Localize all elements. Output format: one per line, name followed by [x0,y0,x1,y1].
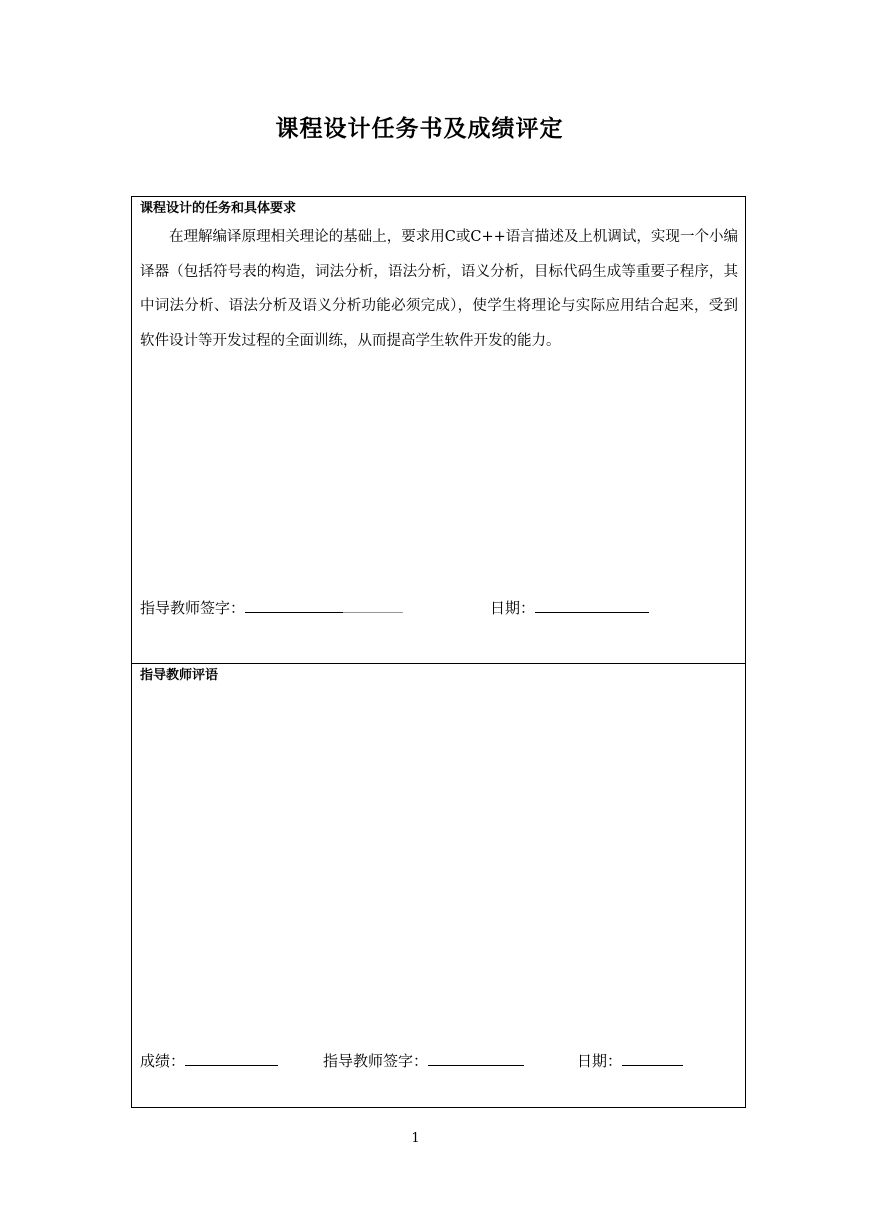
comment-section-heading: 指导教师评语 [140,668,219,683]
grade-row [140,1049,278,1071]
comment-date-blank[interactable] [622,1049,683,1066]
task-date-blank[interactable] [535,596,649,613]
grade-blank[interactable] [185,1049,278,1066]
task-signature-blank-ext [343,596,403,613]
comment-date-label: 日期： [577,1052,623,1070]
comment-signature-row [323,1049,524,1071]
task-signature-label: 指导教师签字： [140,599,246,617]
comment-signature-blank[interactable] [428,1049,524,1066]
task-date-row [490,596,649,618]
comment-date-row [577,1049,683,1071]
grade-label: 成绩： [140,1052,186,1070]
task-date-label: 日期： [490,599,536,617]
assessment-form [131,196,746,1108]
document-title: 课程设计任务书及成绩评定 [275,116,564,142]
task-description: 在理解编译原理相关理论的基础上，要求用C或C++语言描述及上机调试，实现一个小编译器（包括符号表的构造，词法分析，语法分析，语义分析，目标代码生成等重要子程序，其中词法分析、语法分析及语义分析功能必须完成），使学生将理论与实际应用结合起来，受到软件设计等开发过程的全面训练，从而提高学生软件开发的能力。 [140,229,738,349]
task-requirements-section [132,197,745,664]
task-signature-blank[interactable] [245,596,343,613]
page-number: 1 [411,1131,420,1146]
teacher-comments-section [132,664,745,1107]
task-signature-row [140,596,403,618]
comment-signature-label: 指导教师签字： [323,1052,429,1070]
task-section-heading: 课程设计的任务和具体要求 [140,201,297,216]
